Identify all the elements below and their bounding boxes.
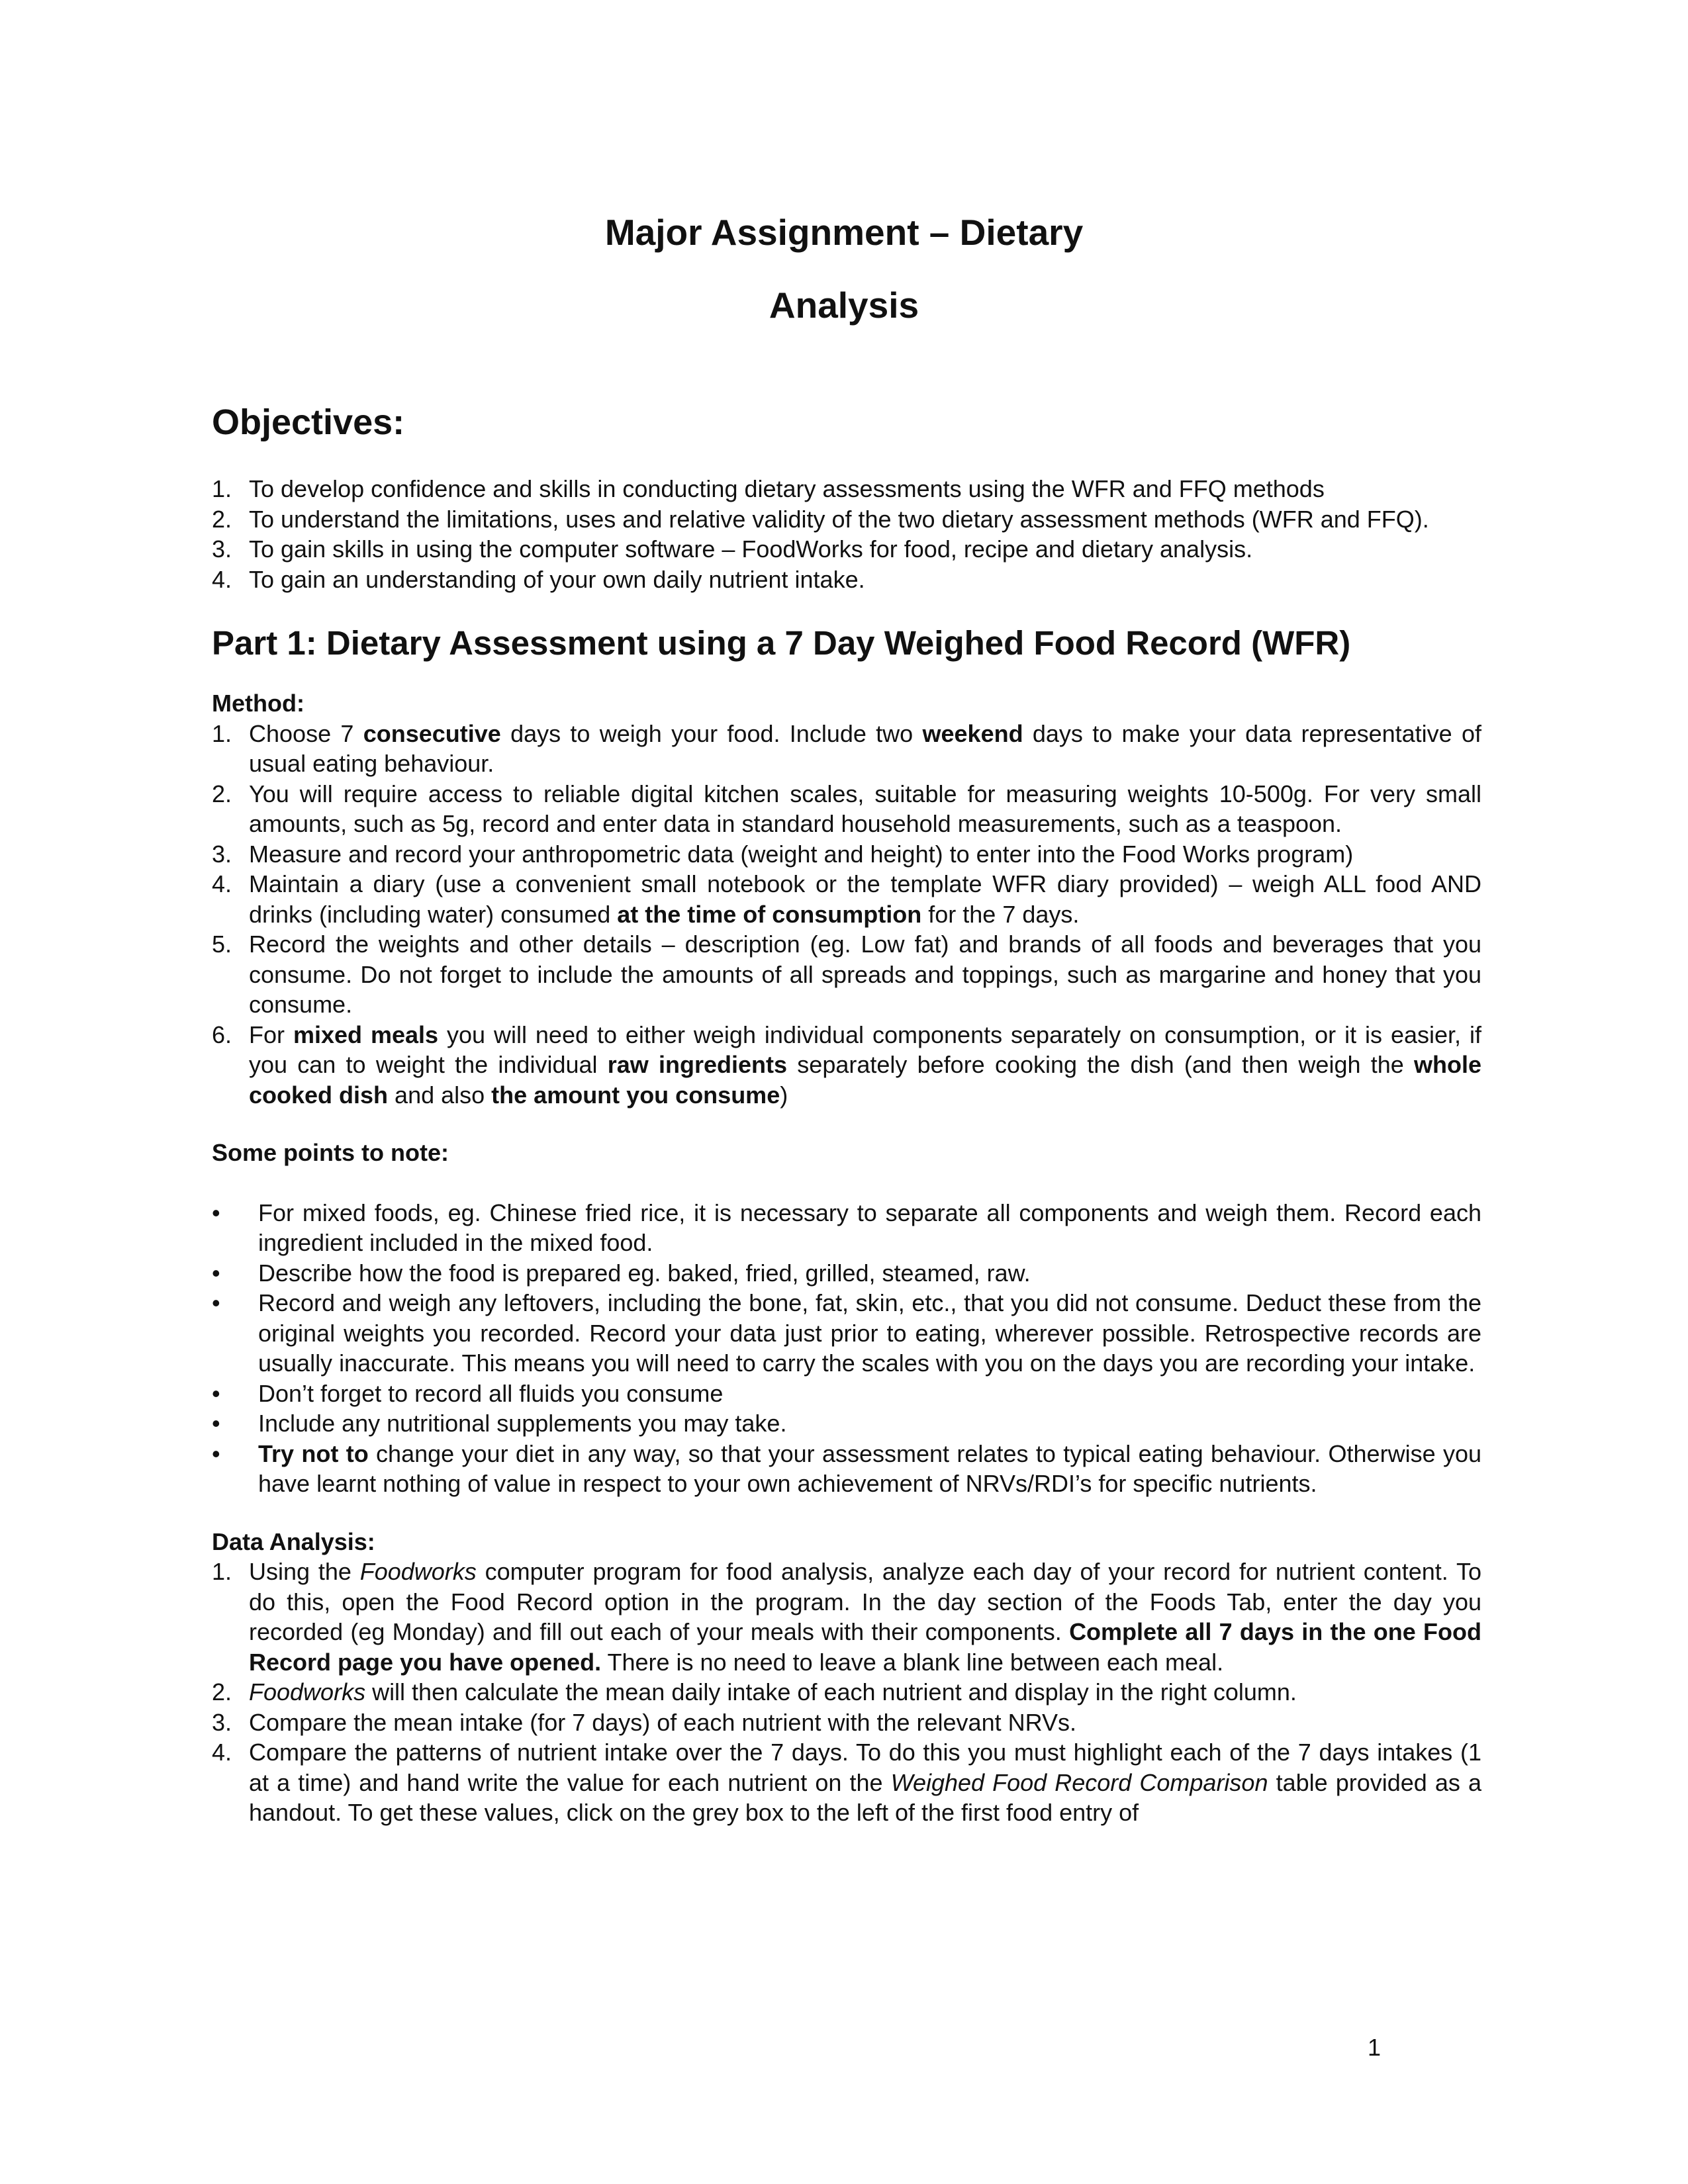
list-number: 4. (212, 565, 232, 593)
bullet-item (212, 1379, 1481, 1409)
list-number: 5. (212, 931, 232, 958)
bullet-icon: • (212, 1410, 220, 1437)
text-run: days to weigh your food. Include two (500, 719, 923, 747)
text-run: Record the weights and other details – description (eg. Low fat) and brands of all foods and beverages that you consume. Do not forget to include the amounts of all spreads and toppings, such as margarine and honey that you consume. (249, 931, 1481, 1018)
bold-text: the amount you consume (491, 1081, 780, 1109)
list-number: 1. (212, 475, 232, 502)
text-run: will then calculate the mean daily intake of each nutrient and display in the right column. (365, 1678, 1297, 1706)
bold-text: raw ingredients (607, 1051, 788, 1078)
list-number: 3. (212, 840, 232, 868)
text-run: Compare the patterns of nutrient intake over the 7 days. To do this you must highlight each of the 7 days intakes (1 at a time) and hand write the value for each nutrient on the (249, 1739, 1481, 1796)
document-body (212, 397, 1481, 1828)
bullet-icon: • (212, 1259, 220, 1287)
list-item (212, 719, 1481, 779)
bold-text: consecutive (363, 719, 501, 747)
list-number: 1. (212, 1558, 232, 1585)
objectives-heading: Objectives: (212, 402, 405, 442)
list-text (249, 1678, 1297, 1706)
bullet-item (212, 1198, 1481, 1258)
list-item (212, 869, 1481, 929)
list-item (212, 1677, 1481, 1707)
list-item (212, 474, 1481, 504)
text-run: For mixed foods, eg. Chinese fried rice, it is necessary to separate all components and weigh them. Record each ingredient included in the mixed food. (258, 1199, 1481, 1256)
text-run: Describe how the food is prepared eg. baked, fried, grilled, steamed, raw. (258, 1259, 1031, 1287)
text-run: separately before cooking the dish (and then weigh the (787, 1051, 1415, 1078)
list-text (249, 1021, 1481, 1109)
text-run: Measure and record your anthropometric data (weight and height) to enter into the Food Works program) (249, 840, 1354, 868)
part1-heading: Part 1: Dietary Assessment using a 7 Day Weighed Food Record (WFR) (212, 624, 1351, 662)
list-text: To understand the limitations, uses and relative validity of the two dietary assessment methods (WFR and FFQ). (249, 505, 1429, 533)
bullet-icon: • (212, 1289, 220, 1316)
list-item (212, 929, 1481, 1020)
list-text (249, 870, 1481, 928)
text-run: change your diet in any way, so that your assessment relates to typical eating behaviour. Otherwise you have learnt nothing of value in respect to your own achievement of NRVs/RDI’s for specific nutrients. (258, 1439, 1481, 1497)
bold-text: whole cooked dish (249, 1051, 1482, 1109)
list-number: 2. (212, 505, 232, 533)
list-item (212, 1737, 1481, 1828)
analysis-list (212, 1557, 1481, 1828)
list-number: 6. (212, 1021, 232, 1048)
bullet-icon: • (212, 1379, 220, 1407)
spacer (212, 1168, 1481, 1198)
list-text: To gain skills in using the computer software – FoodWorks for food, recipe and dietary analysis. (249, 535, 1253, 563)
text-run: There is no need to leave a blank line between each meal. (601, 1648, 1224, 1676)
list-number: 4. (212, 870, 232, 897)
list-number: 3. (212, 1708, 232, 1736)
italic-text: Weighed Food Record Comparison (890, 1768, 1268, 1796)
page-number: 1 (1368, 2034, 1382, 2061)
bullet-item (212, 1408, 1481, 1439)
method-list (212, 719, 1481, 1111)
list-text (258, 1259, 1031, 1287)
list-item (212, 534, 1481, 565)
text-run: ) (780, 1081, 788, 1109)
bold-text: Complete all 7 days in the one Food Record page you have opened. (249, 1618, 1481, 1676)
text-run: Record and weigh any leftovers, including the bone, fat, skin, etc., that you did not consume. Deduct these from the original weights you recorded. Record your data just prior to eating, wherever possible. Retrospective records are usually inaccurate. This means you will need to carry the scales with you on the days you are recording your intake. (258, 1289, 1481, 1377)
list-text (249, 1739, 1481, 1826)
bullet-item (212, 1439, 1481, 1499)
list-text (249, 1558, 1481, 1676)
bullet-item (212, 1258, 1481, 1289)
list-text (249, 931, 1481, 1018)
list-number: 1. (212, 719, 232, 747)
bullet-icon: • (212, 1439, 220, 1467)
text-run: Maintain a diary (use a convenient small notebook or the template WFR diary provided) – weigh ALL food AND drinks (including water) consumed (249, 870, 1481, 928)
list-item (212, 1707, 1481, 1738)
list-text (258, 1440, 1481, 1498)
list-text (249, 841, 1353, 868)
text-run: You will require access to reliable digital kitchen scales, suitable for measuring weights 10-500g. For very small amounts, such as 5g, record and enter data in standard household measurements, such as a teaspoon. (249, 780, 1481, 837)
points-list (212, 1198, 1481, 1499)
list-item (212, 839, 1481, 870)
document-title-line-2: Analysis (769, 285, 919, 326)
text-run: computer program for food analysis, analyze each day of your record for nutrient content. To do this, open the Food Record option in the program. In the day section of the Foods Tab, enter the day you recorded (eg Monday) and fill out each of your meals with their components. (249, 1558, 1481, 1645)
list-text: To gain an understanding of your own daily nutrient intake. (249, 565, 865, 593)
text-run: Include any nutritional supplements you may take. (258, 1410, 787, 1437)
text-run: days to make your data representative of usual eating behaviour. (249, 719, 1481, 777)
list-item (212, 1557, 1481, 1677)
document-title-line-1: Major Assignment – Dietary (604, 212, 1084, 253)
text-run: you will need to either weigh individual components separately on consumption, or it is easier, if you can to weight the individual (249, 1021, 1481, 1078)
italic-text: Foodworks (249, 1678, 366, 1706)
list-number: 4. (212, 1739, 232, 1766)
text-run: Choose 7 (249, 719, 363, 747)
list-text (249, 720, 1481, 778)
points-heading: Some points to note: (212, 1139, 449, 1166)
list-number: 2. (212, 780, 232, 807)
list-text (258, 1199, 1481, 1257)
list-text: To develop confidence and skills in conducting dietary assessments using the WFR and FFQ methods (249, 475, 1325, 502)
text-run: and also (388, 1081, 492, 1109)
list-text (249, 780, 1481, 838)
list-text (258, 1410, 786, 1437)
objectives-list (212, 474, 1481, 594)
text-run: Don’t forget to record all fluids you consume (258, 1379, 724, 1407)
text-run: for the 7 days. (921, 900, 1080, 928)
list-number: 3. (212, 535, 232, 563)
list-number: 2. (212, 1678, 232, 1706)
text-run: Using the (249, 1558, 360, 1585)
list-text (249, 1709, 1076, 1736)
analysis-heading: Data Analysis: (212, 1527, 375, 1555)
bold-text: at the time of consumption (617, 900, 922, 928)
list-item (212, 504, 1481, 535)
text-run: Compare the mean intake (for 7 days) of each nutrient with the relevant NRVs. (249, 1708, 1076, 1736)
bold-text: Try not to (258, 1439, 369, 1467)
bold-text: weekend (922, 719, 1023, 747)
bold-text: mixed meals (293, 1021, 439, 1048)
bullet-icon: • (212, 1199, 220, 1226)
italic-text: Foodworks (359, 1558, 477, 1585)
text-run: For (249, 1021, 293, 1048)
list-text (258, 1380, 723, 1407)
method-heading: Method: (212, 690, 305, 717)
list-text (258, 1289, 1481, 1377)
list-item (212, 1020, 1481, 1111)
list-item (212, 565, 1481, 595)
bullet-item (212, 1288, 1481, 1379)
list-item (212, 779, 1481, 839)
text-run: table provided as a handout. To get these values, click on the grey box to the left of the first food entry of (249, 1768, 1482, 1826)
